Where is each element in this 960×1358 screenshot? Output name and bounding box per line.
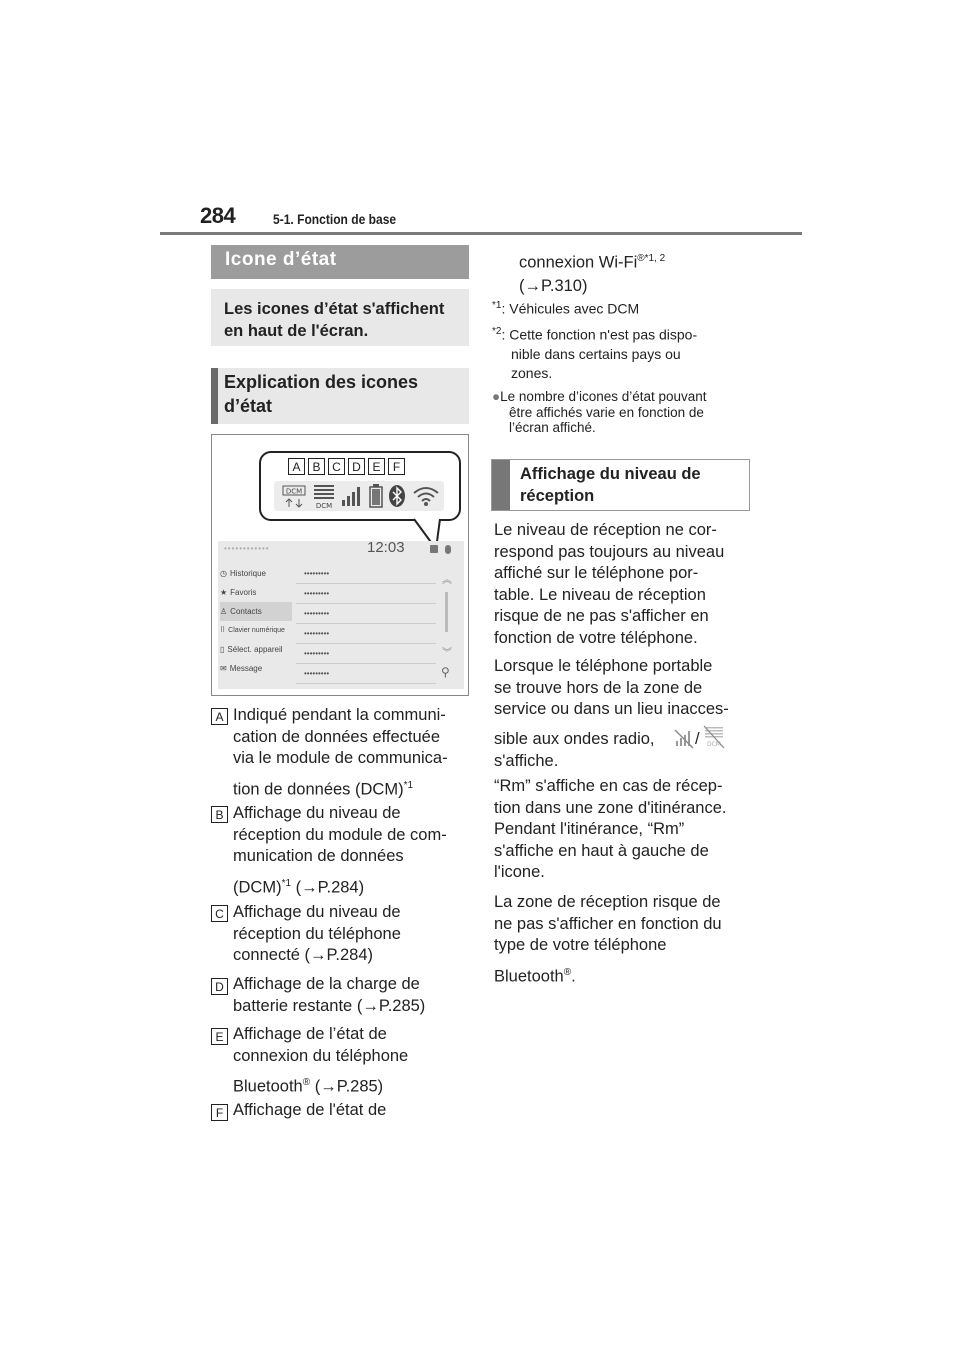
clock: 12:03 (367, 539, 405, 556)
message-icon: ✉ (220, 664, 227, 673)
footnote-text: : Véhicules avec DCM (501, 300, 640, 317)
footnote-text: nible dans certains pays ou (511, 345, 681, 362)
para-line: Bluetooth (494, 967, 564, 985)
item-label-c: C (211, 905, 228, 922)
para-line: se trouve hors de la zone de (494, 678, 703, 697)
contact-list (296, 564, 436, 684)
scroll-up-icon[interactable]: ︽ (442, 575, 452, 586)
item-label-f: F (211, 1104, 228, 1121)
callout-label-e: E (368, 458, 385, 475)
callout-label-a: A (288, 458, 305, 475)
subheading-bar (492, 460, 510, 510)
bullet-text: l’écran affiché. (509, 420, 596, 435)
footnote-ref: *1 (403, 779, 414, 791)
list-item[interactable]: ••••••••• (296, 624, 436, 644)
bullet-icon: ● (492, 389, 501, 404)
item-label-e: E (211, 1028, 228, 1045)
menu-item-historique[interactable] (220, 564, 292, 583)
list-item[interactable]: ••••••••• (296, 664, 436, 684)
section-heading (211, 245, 469, 279)
bullet-text: être affichés varie en fonction de (509, 404, 704, 420)
footnote-ref: ®*1, 2 (637, 253, 666, 264)
phone-menu (220, 564, 292, 686)
footnote-2 (492, 323, 752, 382)
footnote-ref: *1 (281, 877, 292, 889)
item-a-line: Indiqué pendant la communi- (233, 706, 446, 724)
para-line: “Rm” s'affiche en cas de récep- (494, 777, 723, 795)
status-mini-icon (430, 545, 438, 553)
page-ref[interactable]: (→P.284) (291, 878, 365, 896)
para-line: Le niveau de réception ne cor- (494, 521, 717, 539)
svg-text:DCM: DCM (285, 487, 303, 496)
continuation-text: connexion Wi-Fi (519, 253, 638, 272)
dcm-signal-icon (312, 483, 338, 511)
item-label-b: B (211, 806, 228, 823)
callout-label-b: B (308, 458, 325, 475)
callout-label-c: C (328, 458, 345, 475)
footnote-mark: *2 (492, 326, 502, 337)
star-icon: ★ (220, 588, 228, 597)
item-e-line: connexion du téléphone (233, 1046, 409, 1065)
menu-item-select-appareil[interactable] (220, 640, 292, 659)
reception-paragraph-3 (494, 776, 754, 884)
footnote-text: zones. (511, 364, 553, 381)
dcm-data-icon (282, 484, 308, 510)
para-line: service ou dans un lieu inacces- (494, 700, 729, 718)
item-a-text (233, 705, 473, 801)
item-b-text (233, 803, 473, 899)
item-a-line: tion de données (DCM) (233, 780, 404, 798)
item-e-text (233, 1024, 473, 1098)
para-line: fonction de votre téléphone. (494, 628, 698, 647)
reception-subheading: Affichage du niveau de réception (520, 465, 701, 505)
para-line: sible aux ondes radio, (494, 729, 655, 748)
keypad-icon: ⠿ (220, 627, 226, 634)
separator: / (695, 729, 700, 748)
para-line: affiché sur le téléphone por- (494, 564, 699, 582)
section-heading-text: Icone d’état (225, 249, 337, 270)
menu-item-clavier[interactable] (220, 621, 292, 640)
subheading-text: Explication des icones d’état (224, 372, 419, 416)
item-d-line: batterie restante (→P.285) (233, 996, 426, 1015)
para-line: La zone de réception risque de (494, 893, 721, 911)
para-line: table. Le niveau de réception (494, 585, 706, 604)
item-b-line: (DCM) (233, 878, 282, 896)
para-line: s'affiche. (494, 751, 559, 770)
bullet-note (492, 389, 757, 436)
no-dcm-signal-icon (703, 725, 725, 749)
screen-title-dots: •••••••••••• (224, 544, 270, 553)
para-line: risque de ne pas s'afficher en (494, 607, 709, 625)
para-line: ne pas s'afficher en fonction du (494, 914, 722, 933)
header-rule (160, 232, 802, 235)
wifi-icon (412, 485, 440, 507)
menu-label: Sélect. appareil (227, 645, 283, 654)
search-icon[interactable]: ⚲ (441, 665, 450, 679)
item-c-line: connecté (→P.284) (233, 946, 374, 964)
item-f-text (233, 1100, 473, 1122)
reception-subheading-box (491, 459, 750, 511)
item-e-line: Bluetooth (233, 1077, 303, 1096)
subheading-box (211, 368, 469, 424)
callout-labels (288, 458, 405, 475)
dcm-label: DCM (707, 740, 721, 748)
reception-paragraph-2 (494, 656, 754, 772)
item-a-line: cation de données effectuée (233, 727, 441, 746)
battery-icon (368, 483, 384, 509)
list-item[interactable]: ••••••••• (296, 584, 436, 604)
page-ref[interactable]: (→P.285) (310, 1077, 384, 1096)
menu-label: Message (229, 664, 263, 673)
footnote-mark: *1 (492, 300, 502, 311)
para-line: Pendant l'itinérance, “Rm” (494, 820, 685, 838)
item-b-line: Affichage du niveau de (233, 804, 401, 822)
item-f-line: Affichage de l'état de (233, 1101, 387, 1119)
item-c-text (233, 902, 473, 967)
item-a-line: via le module de communica- (233, 749, 448, 767)
para-line: respond pas toujours au niveau (494, 542, 725, 561)
registered-mark: ® (563, 966, 572, 978)
reception-paragraph-1 (494, 520, 754, 649)
scrollbar[interactable] (445, 592, 448, 632)
clock-icon: ◷ (220, 569, 227, 578)
person-icon: ♙ (220, 607, 228, 616)
item-c-line: Affichage du niveau de (233, 903, 401, 921)
intro-box (211, 289, 469, 346)
item-label-d: D (211, 978, 228, 995)
scroll-down-icon[interactable]: ︾ (442, 648, 452, 659)
intro-text: Les icones d’état s'affichent en haut de l'écran. (224, 300, 445, 340)
para-line: Lorsque le téléphone portable (494, 657, 713, 675)
menu-item-message[interactable] (220, 659, 292, 678)
item-d-line: Affichage de la charge de (233, 975, 420, 993)
bluetooth-icon (387, 483, 407, 509)
menu-label: Favoris (230, 588, 257, 597)
phone-signal-icon (340, 484, 364, 508)
list-item[interactable]: ••••••••• (296, 564, 436, 584)
phone-select-icon: ▯ (220, 645, 225, 654)
no-signal-icon (674, 727, 694, 749)
item-label-a: A (211, 708, 228, 725)
item-d-text (233, 974, 473, 1017)
registered-mark: ® (302, 1077, 311, 1088)
dcm-label: DCM (315, 502, 333, 510)
para-line: tion dans une zone d'itinérance. (494, 798, 727, 817)
reception-paragraph-4 (494, 892, 754, 988)
item-e-line: Affichage de l’état de (233, 1025, 387, 1043)
para-line: s'affiche en haut à gauche de (494, 841, 709, 860)
page-ref[interactable]: (→P.310) (519, 277, 588, 295)
callout-label-d: D (348, 458, 365, 475)
para-line: l'icone. (494, 863, 545, 881)
status-icons-illustration (211, 434, 469, 696)
bullet-text: Le nombre d’icones d’état pouvant (500, 389, 707, 404)
item-f-continuation (519, 248, 759, 298)
menu-item-favoris[interactable] (220, 583, 292, 602)
list-item[interactable]: ••••••••• (296, 604, 436, 624)
item-b-line: munication de données (233, 847, 404, 865)
menu-label: Clavier numérique (228, 627, 285, 634)
bluetooth-mini-icon (445, 545, 451, 554)
menu-label: Contacts (230, 607, 262, 616)
para-line: . (571, 967, 576, 985)
footnote-text: : Cette fonction n'est pas dispo- (501, 326, 698, 343)
item-c-line: réception du téléphone (233, 924, 401, 943)
footnote-1 (492, 297, 752, 318)
menu-item-contacts[interactable] (220, 602, 292, 621)
section-title: 5-1. Fonction de base (273, 211, 397, 227)
page-number: 284 (200, 203, 236, 228)
list-item[interactable]: ••••••••• (296, 644, 436, 664)
para-line: type de votre téléphone (494, 936, 667, 954)
menu-label: Historique (229, 569, 266, 578)
callout-label-f: F (388, 458, 405, 475)
item-b-line: réception du module de com- (233, 825, 447, 844)
